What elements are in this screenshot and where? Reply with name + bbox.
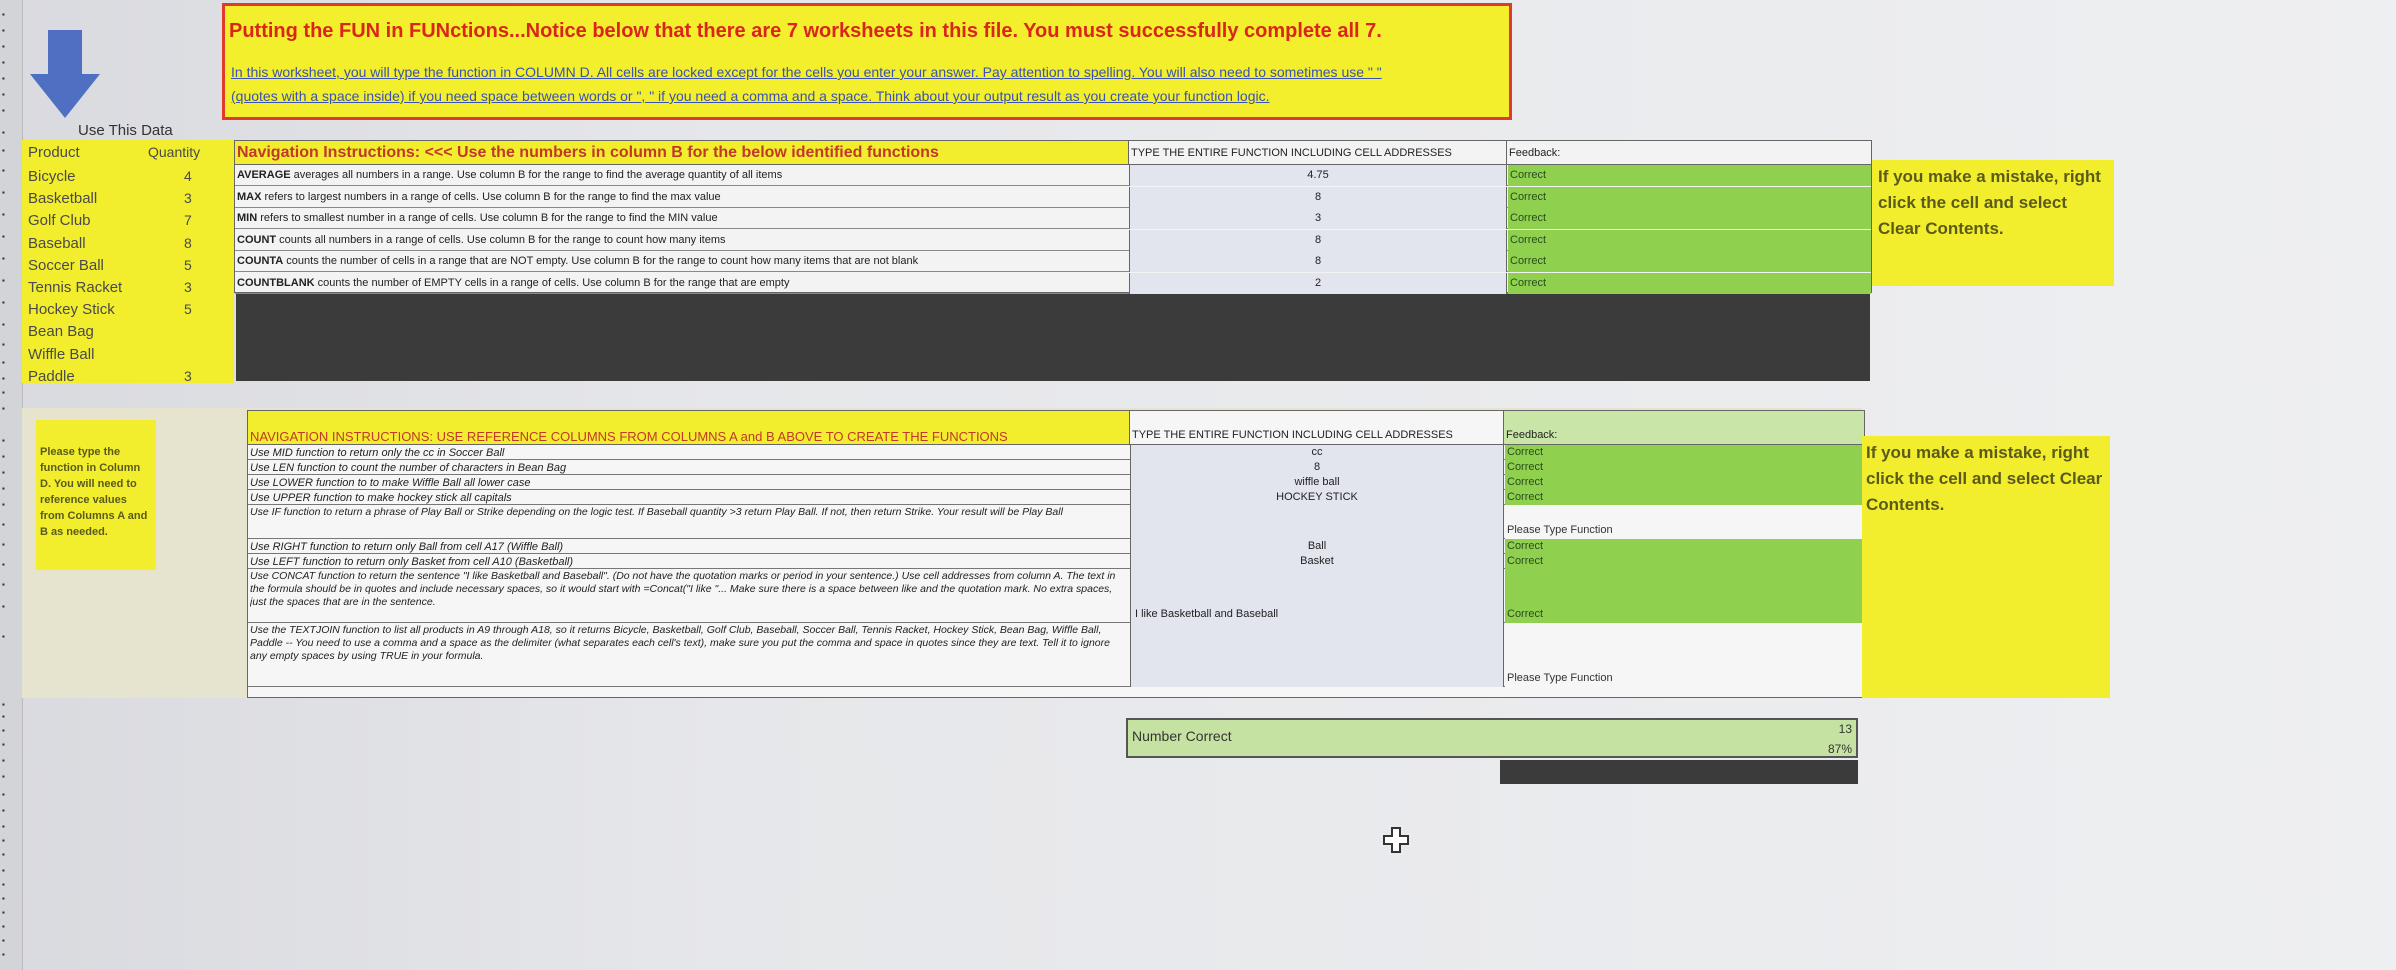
row-number: ▪	[2, 880, 5, 889]
row-number: ▪	[2, 388, 5, 397]
row-number: ▪	[2, 822, 5, 831]
product-cell: Wiffle Ball	[28, 345, 95, 363]
section2-feedback: Correct	[1505, 554, 1864, 569]
row-number: ▪	[2, 836, 5, 845]
product-cell: Golf Club	[28, 212, 91, 230]
row-number: ▪	[2, 358, 5, 367]
row-number: ▪	[2, 128, 5, 137]
section1-row	[235, 165, 1871, 186]
section1-feedback: Correct	[1508, 230, 1871, 251]
section2-answer-input[interactable]: Basket	[1130, 554, 1504, 569]
section2-feedback-header: Feedback:	[1506, 429, 1558, 441]
section2-feedback: Please Type Function	[1505, 623, 1864, 687]
section1-feedback-header-cell	[1507, 141, 1871, 165]
instruction-text: refers to largest numbers in a range of cells. Use column B for the range to find the max value	[261, 190, 721, 203]
section1-row	[235, 208, 1871, 229]
row-number: ▪	[2, 320, 5, 329]
row-number: ▪	[2, 950, 5, 959]
row-number: ▪	[2, 756, 5, 765]
banner-title: Putting the FUN in FUNctions...Notice below that there are 7 worksheets in this file. You must successfully complete all 7.	[229, 20, 1382, 42]
section2-row	[248, 539, 1864, 554]
section2-answer-input[interactable]: I like Basketball and Baseball	[1130, 569, 1504, 623]
section2-instruction: Use LEFT function to return only Basket from cell A10 (Basketball)	[250, 556, 574, 568]
section1-answer-header-cell	[1129, 141, 1507, 165]
instruction-text: averages all numbers in a range. Use column B for the range to find the average quantity of all items	[290, 169, 783, 181]
section1-row	[235, 251, 1871, 272]
section2-row	[248, 569, 1864, 623]
section2-row	[248, 623, 1864, 687]
row-number: ▪	[2, 276, 5, 285]
score-percent: 87%	[1827, 742, 1852, 756]
section1-nav-header: Navigation Instructions: <<< Use the numbers in column B for the below identified functions	[237, 144, 939, 161]
quantity-cell: 3	[184, 279, 192, 295]
section2-instruction: Use IF function to return a phrase of Play Ball or Strike depending on the logic test. If Baseball quantity >3 return Play Ball. If not, then return Strike. Your result will be Play Ball	[250, 506, 1063, 518]
section2-answer-input[interactable]: cc	[1130, 445, 1504, 460]
quantity-header: Quantity	[148, 144, 201, 160]
section2-instruction: Use RIGHT function to return only Ball from cell A17 (Wiffle Ball)	[250, 541, 564, 553]
data-table	[22, 140, 234, 383]
row-number: ▪	[2, 298, 5, 307]
function-keyword: COUNT	[237, 233, 277, 246]
row-number: ▪	[2, 540, 5, 549]
row-number: ▪	[2, 340, 5, 349]
section2-left-note	[36, 420, 156, 570]
score-box	[1126, 718, 1858, 758]
section2-row	[248, 505, 1864, 539]
section1-side-note-text: If you make a mistake, right click the cell and select Clear Contents.	[1878, 167, 2101, 238]
section2-instruction: Use MID function to return only the cc in Soccer Ball	[250, 447, 505, 459]
section2-side-note-text: If you make a mistake, right click the cell and select Clear Contents.	[1866, 443, 2103, 514]
section1-nav-header-cell	[235, 141, 1129, 165]
section1-feedback: Correct	[1508, 165, 1871, 186]
section1-feedback: Correct	[1508, 187, 1871, 208]
row-number: ▪	[2, 580, 5, 589]
title-banner	[222, 3, 1512, 120]
section2-answer-input[interactable]	[1130, 505, 1504, 539]
section1-side-note	[1872, 160, 2114, 286]
section2-answer-header: TYPE THE ENTIRE FUNCTION INCLUDING CELL ADDRESSES	[1132, 429, 1453, 441]
row-number: ▪	[2, 90, 5, 99]
section2-table	[247, 410, 1865, 698]
row-number: ▪	[2, 42, 5, 51]
row-number: ▪	[2, 936, 5, 945]
score-count: 13	[1838, 722, 1852, 736]
instruction-text: refers to smallest number in a range of cells. Use column B for the range to find the MIN value	[257, 212, 718, 224]
section1-instruction	[237, 191, 1125, 203]
section2-answer-input[interactable]: 8	[1130, 460, 1504, 475]
section2-answer-input[interactable]	[1130, 623, 1504, 687]
section2-feedback: Correct	[1505, 490, 1864, 505]
section2-feedback: Correct	[1505, 460, 1864, 475]
banner-instructions-line2: (quotes with a space inside) if you need space between words or ", " if you need a comma and a space. Think about your output result as you create your function logic.	[231, 88, 1270, 104]
section2-nav-header-cell	[248, 411, 1130, 445]
row-number: ▪	[2, 602, 5, 611]
quantity-cell: 5	[184, 301, 192, 318]
section2-answer-input[interactable]: wiffle ball	[1130, 475, 1504, 490]
product-cell: Tennis Racket	[28, 279, 123, 296]
function-keyword: AVERAGE	[237, 169, 291, 181]
row-number: ▪	[2, 484, 5, 493]
row-number: ▪	[2, 436, 5, 445]
section1-feedback-header: Feedback:	[1509, 147, 1561, 159]
instruction-text: counts the number of cells in a range that are NOT empty. Use column B for the range to count how many items that are not blank	[283, 255, 919, 267]
product-cell: Hockey Stick	[28, 301, 115, 319]
row-number: ▪	[2, 58, 5, 67]
section2-feedback: Correct	[1505, 475, 1864, 490]
row-number: ▪	[2, 452, 5, 461]
section1-instruction	[237, 277, 1125, 289]
product-cell: Bicycle	[28, 168, 76, 185]
section1-feedback: Correct	[1508, 273, 1871, 294]
row-number: ▪	[2, 106, 5, 115]
section1-answer-input[interactable]: 3	[1129, 208, 1507, 229]
section2-feedback: Please Type Function	[1505, 505, 1864, 539]
section1-answer-input[interactable]: 8	[1129, 187, 1507, 208]
row-number: ▪	[2, 404, 5, 413]
section2-feedback: Correct	[1505, 445, 1864, 460]
section2-nav-header: NAVIGATION INSTRUCTIONS: USE REFERENCE COLUMNS FROM COLUMNS A and B ABOVE TO CREATE THE FUNCTIONS	[250, 429, 1008, 444]
row-number: ▪	[2, 726, 5, 735]
section2-left-note-text: Please type the function in Column D. You will need to reference values from Columns A and B as needed.	[40, 446, 148, 538]
section2-instruction: Use the TEXTJOIN function to list all products in A9 through A18, so it returns Bicycle, Basketball, Golf Club, Baseball, Soccer Ball, Tennis Racket, Hockey Stick, Bean Bag, Wiffle Ball, Paddle -- You need to use a comma and a space as the delimiter (what separates each cell's text), make sure you put the comma and space in quotes since they are text. Tell it to ignore any empty spaces by using TRUE in your formula.	[250, 624, 1110, 662]
section2-row	[248, 490, 1864, 505]
section1-answer-input[interactable]: 8	[1129, 230, 1507, 251]
row-number: ▪	[2, 374, 5, 383]
instruction-text: counts all numbers in a range of cells. Use column B for the range to count how many items	[276, 233, 726, 246]
row-number: ▪	[2, 632, 5, 641]
row-number: ▪	[2, 908, 5, 917]
row-number-column	[0, 0, 23, 970]
score-label: Number Correct	[1132, 728, 1232, 744]
use-data-label: Use This Data	[78, 122, 173, 139]
row-number: ▪	[2, 700, 5, 709]
section2-row	[248, 460, 1864, 475]
section1-instruction	[237, 234, 1125, 246]
function-keyword: COUNTBLANK	[237, 276, 315, 289]
row-number: ▪	[2, 10, 5, 19]
row-number: ▪	[2, 74, 5, 83]
section1-instruction	[237, 212, 1125, 224]
row-number: ▪	[2, 790, 5, 799]
section1-feedback: Correct	[1508, 208, 1871, 229]
function-keyword: MAX	[237, 190, 262, 203]
quantity-cell: 8	[184, 234, 192, 251]
section1-answer-input[interactable]: 8	[1129, 251, 1507, 272]
row-number: ▪	[2, 850, 5, 859]
quantity-cell: 3	[184, 190, 192, 207]
section1-row	[235, 230, 1871, 251]
row-number: ▪	[2, 740, 5, 749]
section2-row	[248, 554, 1864, 569]
section1-table	[234, 140, 1872, 293]
row-number: ▪	[2, 254, 5, 263]
product-cell: Baseball	[28, 234, 86, 252]
section2-feedback-header-cell	[1504, 411, 1864, 445]
product-cell: Soccer Ball	[28, 256, 104, 274]
section2-instruction: Use LEN function to count the number of characters in Bean Bag	[250, 462, 567, 474]
row-number: ▪	[2, 166, 5, 175]
section1-answer-header: TYPE THE ENTIRE FUNCTION INCLUDING CELL ADDRESSES	[1131, 147, 1452, 159]
instruction-text: counts the number of EMPTY cells in a range of cells. Use column B for the range that are empty	[314, 276, 790, 289]
row-number: ▪	[2, 772, 5, 781]
function-keyword: COUNTA	[237, 255, 284, 267]
function-keyword: MIN	[237, 212, 258, 224]
down-arrow-icon	[30, 30, 100, 118]
section1-answer-input[interactable]: 2	[1129, 273, 1507, 294]
quantity-cell: 7	[184, 212, 192, 229]
section1-row	[235, 273, 1871, 294]
row-number: ▪	[2, 188, 5, 197]
section1-answer-input[interactable]: 4.75	[1129, 165, 1507, 186]
section2-feedback: Correct	[1505, 569, 1864, 623]
section2-feedback: Correct	[1505, 539, 1864, 554]
score-dark-bar	[1500, 760, 1858, 784]
quantity-cell: 3	[184, 367, 192, 384]
row-number: ▪	[2, 210, 5, 219]
section2-instruction: Use UPPER function to make hockey stick all capitals	[250, 492, 512, 504]
row-number: ▪	[2, 468, 5, 477]
row-number: ▪	[2, 560, 5, 569]
section1-feedback: Correct	[1508, 251, 1871, 272]
section2-side-note	[1862, 436, 2110, 698]
section2-row	[248, 475, 1864, 490]
section2-answer-input[interactable]: Ball	[1130, 539, 1504, 554]
row-number: ▪	[2, 146, 5, 155]
row-number: ▪	[2, 894, 5, 903]
row-number: ▪	[2, 500, 5, 509]
section1-instruction	[237, 255, 1125, 267]
section1-row	[235, 187, 1871, 208]
row-number: ▪	[2, 232, 5, 241]
banner-instructions-line1: In this worksheet, you will type the function in COLUMN D. All cells are locked except for the cells you enter your answer. Pay attention to spelling. You will also need to sometimes use " "	[231, 64, 1382, 80]
row-number: ▪	[2, 26, 5, 35]
product-header: Product	[28, 144, 80, 161]
row-number: ▪	[2, 922, 5, 931]
product-cell: Basketball	[28, 190, 98, 208]
row-number: ▪	[2, 806, 5, 815]
section2-answer-input[interactable]: HOCKEY STICK	[1130, 490, 1504, 505]
section2-instruction: Use LOWER function to to make Wiffle Ball all lower case	[250, 477, 531, 489]
row-number: ▪	[2, 712, 5, 721]
row-number: ▪	[2, 520, 5, 529]
section2-instruction: Use CONCAT function to return the sentence "I like Basketball and Baseball". (Do not have the quotation marks or period in your sentence.) Use cell addresses from column A. The text in the formula should be in quotes and include necessary spaces, so it would start with =Concat("I like "... Make sure there is a space between like and the quotation mark. No extra spaces, just the spaces that are in the sentence.	[250, 570, 1116, 608]
cursor-plus-icon	[1382, 826, 1410, 854]
section2-row	[248, 445, 1864, 460]
quantity-cell: 4	[184, 168, 192, 184]
section1-dark-area	[236, 293, 1870, 381]
section2-answer-header-cell	[1130, 411, 1504, 445]
product-cell: Paddle	[28, 367, 75, 385]
product-cell: Bean Bag	[28, 323, 94, 341]
quantity-cell: 5	[184, 256, 192, 273]
row-number: ▪	[2, 866, 5, 875]
section1-instruction	[237, 169, 1125, 181]
